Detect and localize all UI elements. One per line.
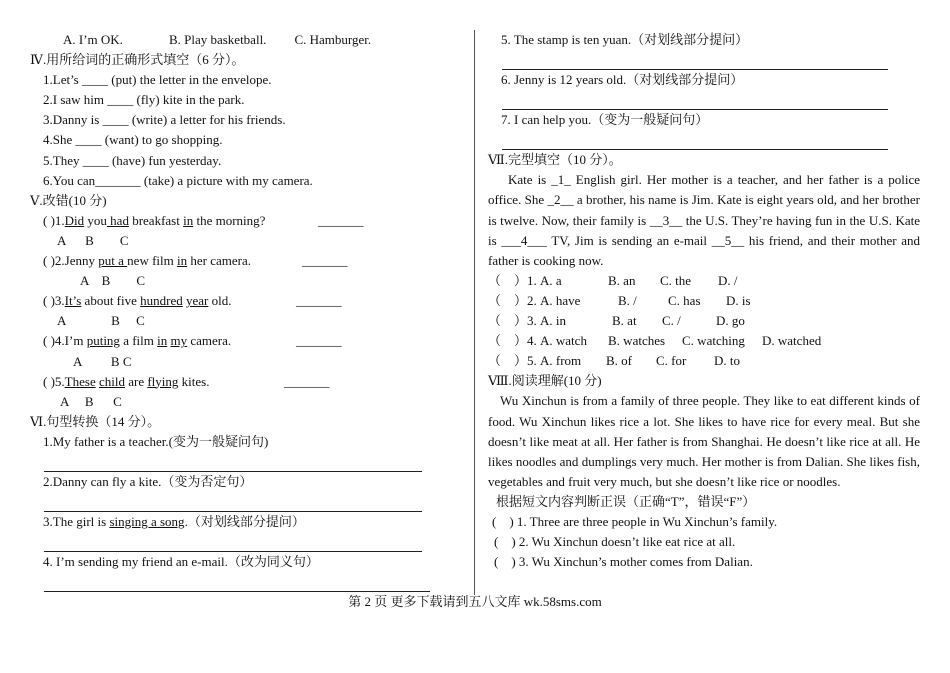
cloze-choice: （ ）4. A. watch B. watches C. watching D. watched	[488, 333, 822, 349]
left-column	[30, 30, 450, 592]
correction-item: ( )3.It’s about five hundred year old. _______	[30, 291, 450, 311]
answer-line[interactable]	[44, 454, 422, 472]
correction-item: ( )4.I’m puting a film in my camera. _______	[30, 331, 450, 351]
transform-item: 3.The girl is singing a song.（对划线部分提问）	[43, 514, 305, 530]
cloze-choice: （ ）5. A. from B. of C. for D. to	[488, 353, 741, 369]
correction-item: ( )5.These child are flying kites. _______	[30, 372, 450, 392]
tf-item: ( ) 3. Wu Xinchun’s mother comes from Dalian.	[494, 554, 753, 570]
option-letters: A B C	[73, 353, 132, 369]
answer-blank: _______	[296, 293, 342, 309]
answer-blank: _______	[296, 333, 342, 349]
option-letters: A B C	[57, 232, 129, 248]
section-6-title: Ⅵ.句型转换（14 分）。	[30, 413, 161, 429]
option-b: B. Play basketball.	[168, 32, 267, 47]
section-4-title: Ⅳ.用所给词的正确形式填空（6 分）。	[30, 52, 245, 68]
answer-blank: _______	[302, 253, 348, 269]
section-5-title: Ⅴ.改错(10 分)	[30, 192, 107, 208]
option-letters: A B C	[80, 273, 146, 289]
fill-item: 5.They ____ (have) fun yesterday.	[43, 152, 222, 168]
correction-item: ( )2.Jenny put a new film in her camera. _______	[30, 251, 450, 271]
fill-item: 1.Let’s ____ (put) the letter in the envelope.	[43, 72, 272, 88]
page-footer: 第 2 页 更多下载请到五八文库 wk.58sms.com	[348, 594, 602, 609]
transform-item: 4. I’m sending my friend an e-mail.（改为同义句）	[43, 554, 319, 570]
section-8-title: Ⅷ.阅读理解(10 分)	[488, 373, 602, 389]
cloze-choice: （ ）1. A. a B. an C. the D. /	[488, 272, 738, 288]
answer-line[interactable]	[44, 534, 422, 552]
answer-line[interactable]	[44, 494, 422, 512]
reading-instruction: 根据短文内容判断正误（正确“T”，错误“F”）	[496, 493, 756, 509]
option-letters: A B C	[57, 313, 145, 329]
section-7-title: Ⅶ.完型填空（10 分）。	[488, 152, 622, 168]
transform-item: 5. The stamp is ten yuan.（对划线部分提问）	[501, 32, 749, 47]
fill-item: 3.Danny is ____ (write) a letter for his friends.	[43, 112, 286, 128]
cloze-choice: （ ）3. A. in B. at C. / D. go	[488, 313, 745, 329]
option-a: A. I’m OK.	[63, 32, 123, 47]
correction-item: ( )1.Did you had breakfast in the morning? _______	[30, 211, 450, 231]
transform-item: 2.Danny can fly a kite.（变为否定句）	[43, 473, 253, 489]
column-divider	[474, 30, 475, 595]
options-line	[30, 30, 450, 50]
transform-item: 1.My father is a teacher.(变为一般疑问句)	[43, 433, 269, 449]
fill-item: 6.You can_______ (take) a picture with my camera.	[43, 172, 313, 188]
answer-blank: _______	[284, 373, 330, 389]
reading-passage: Wu Xinchun is from a family of three people. They like to eat different kinds of food. Wu Xinchun likes rice a lot. She likes to have rice for every meal. But she doesn’t like meat at all. Her father is from Shanghai. He doesn’t like rice at all. He likes noodles and dumplings very much. Her mother is from Dalian. She likes fish, vegetables and fruit very much, but she doesn’t like rice or noodles.	[488, 393, 920, 489]
cloze-passage: Kate is _1_ English girl. Her mother is a teacher, and her father is a police office. She _2__ a brother, his name is Jim. Kate is eight years old, and her brother is twelve. Now, their family is __3__ the U.S. They’re having fun in the U.S. Kate is ___4___ TV, Jim is sending an e-mail __5__ his friend, and their mother and father is cooking now.	[488, 172, 920, 268]
fill-item: 2.I saw him ____ (fly) kite in the park.	[43, 92, 245, 108]
tf-item: ( ) 1. Three are three people in Wu Xinchun’s family.	[492, 513, 778, 529]
option-c: C. Hamburger.	[294, 32, 372, 47]
transform-item: 7. I can help you.（变为一般疑问句）	[501, 112, 709, 128]
right-column	[488, 30, 920, 572]
answer-line[interactable]	[502, 52, 888, 70]
fill-item: 4.She ____ (want) to go shopping.	[43, 132, 223, 148]
answer-line[interactable]	[502, 92, 888, 110]
answer-line[interactable]	[502, 132, 888, 150]
answer-line[interactable]	[44, 574, 430, 592]
cloze-choice: （ ）2. A. have B. / C. has D. is	[488, 292, 751, 308]
tf-item: ( ) 2. Wu Xinchun doesn’t like eat rice at all.	[494, 534, 736, 550]
option-letters: A B C	[60, 393, 122, 409]
answer-blank: _______	[318, 212, 364, 228]
transform-item: 6. Jenny is 12 years old.（对划线部分提问）	[501, 72, 744, 88]
